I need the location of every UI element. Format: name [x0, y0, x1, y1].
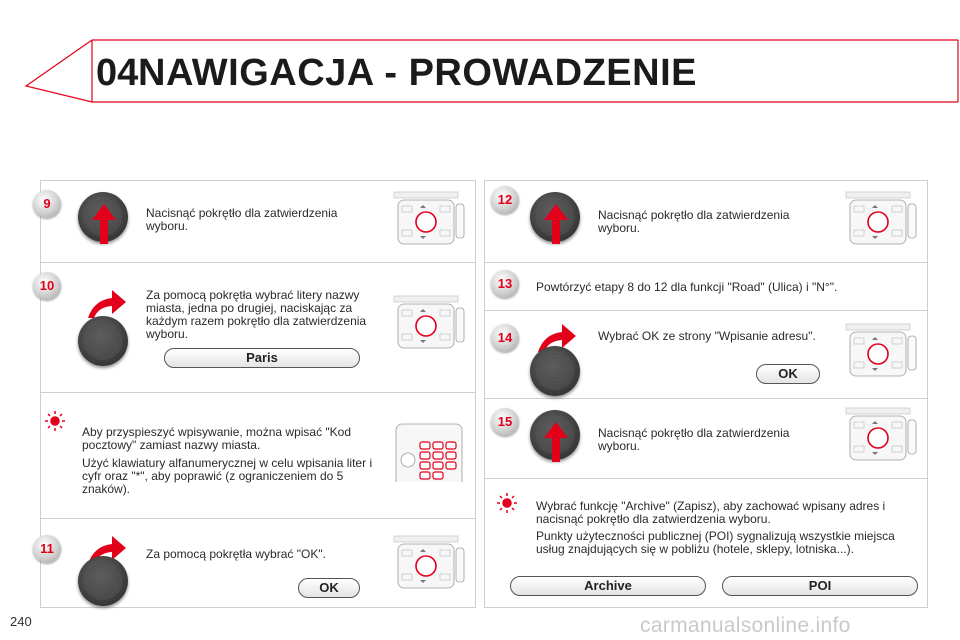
keypad-illustration	[390, 416, 470, 482]
right-separator-2	[484, 310, 928, 311]
left-separator-2	[40, 392, 476, 393]
radio-panel-illustration	[842, 186, 922, 252]
rotary-knob-icon	[530, 346, 580, 396]
step-10-text: Za pomocą pokrętła wybrać litery nazwy miasta, jedna po drugiej, naciskając za każdym razem pokrętło dla zatwierdzenia wyboru.	[146, 288, 367, 341]
poi-button[interactable]: POI	[722, 576, 918, 596]
step-number-badge-icon: 14	[491, 324, 519, 352]
lightbulb-icon	[496, 492, 518, 514]
step-15-text: Nacisnąć pokrętło dla zatwierdzenia wyboru.	[598, 426, 790, 453]
step-number-badge-icon: 9	[33, 190, 61, 218]
archive-button[interactable]: Archive	[510, 576, 706, 596]
radio-panel-illustration	[842, 402, 922, 468]
step-9-text: Nacisnąć pokrętło dla zatwierdzenia wyboru.	[146, 206, 338, 233]
tip-postal-code-text: Aby przyspieszyć wpisywanie, można wpisać "Kod pocztowy" zamiast nazwy miasta.	[82, 425, 352, 452]
radio-panel-illustration	[390, 290, 470, 356]
ok-button[interactable]: OK	[756, 364, 820, 384]
page-title: NAWIGACJA - PROWADZENIE	[138, 52, 697, 94]
right-separator-4	[484, 478, 928, 479]
page-number: 240	[10, 614, 32, 629]
ok-button[interactable]: OK	[298, 578, 360, 598]
step-14-text: Wybrać OK ze strony "Wpisanie adresu".	[598, 329, 816, 343]
rotary-knob-icon	[78, 556, 128, 606]
right-separator-1	[484, 262, 928, 263]
step-number-badge-icon: 12	[491, 186, 519, 214]
step-number-badge-icon: 15	[491, 408, 519, 436]
step-number-badge-icon: 11	[33, 535, 61, 563]
step-13-text: Powtórzyć etapy 8 do 12 dla funkcji "Road" (Ulica) i "N°".	[536, 280, 838, 294]
radio-panel-illustration	[390, 530, 470, 596]
tip-keypad-text: Użyć klawiatury alfanumerycznej w celu wpisania liter i cyfr oraz "*", aby poprawić (z ograniczeniem do 5 znaków).	[82, 456, 373, 496]
step-12-text: Nacisnąć pokrętło dla zatwierdzenia wyboru.	[598, 208, 790, 235]
footer-watermark: carmanualsonline.info	[640, 614, 851, 637]
radio-panel-illustration	[390, 186, 470, 252]
step-11-text: Za pomocą pokrętła wybrać "OK".	[146, 547, 326, 561]
paris-button[interactable]: Paris	[164, 348, 360, 368]
arrow-up-icon	[92, 204, 116, 244]
tip-poi-text: Punkty użyteczności publicznej (POI) sygnalizują wszystkie miejsca usług znajdujących się w pobliżu (hotele, sklepy, lotniska...).	[536, 529, 895, 556]
lightbulb-icon	[44, 410, 66, 432]
step-number-badge-icon: 10	[33, 272, 61, 300]
radio-panel-illustration	[842, 318, 922, 384]
step-number-badge-icon: 13	[491, 270, 519, 298]
left-separator-1	[40, 262, 476, 263]
left-separator-3	[40, 518, 476, 519]
chapter-number: 04	[96, 52, 139, 94]
tip-archive-text: Wybrać funkcję "Archive" (Zapisz), aby zachować wpisany adres i nacisnąć pokrętło dla zatwierdzenia wyboru.	[536, 499, 886, 526]
arrow-up-icon	[544, 422, 568, 462]
right-separator-3	[484, 398, 928, 399]
arrow-up-icon	[544, 204, 568, 244]
rotary-knob-icon	[78, 316, 128, 366]
